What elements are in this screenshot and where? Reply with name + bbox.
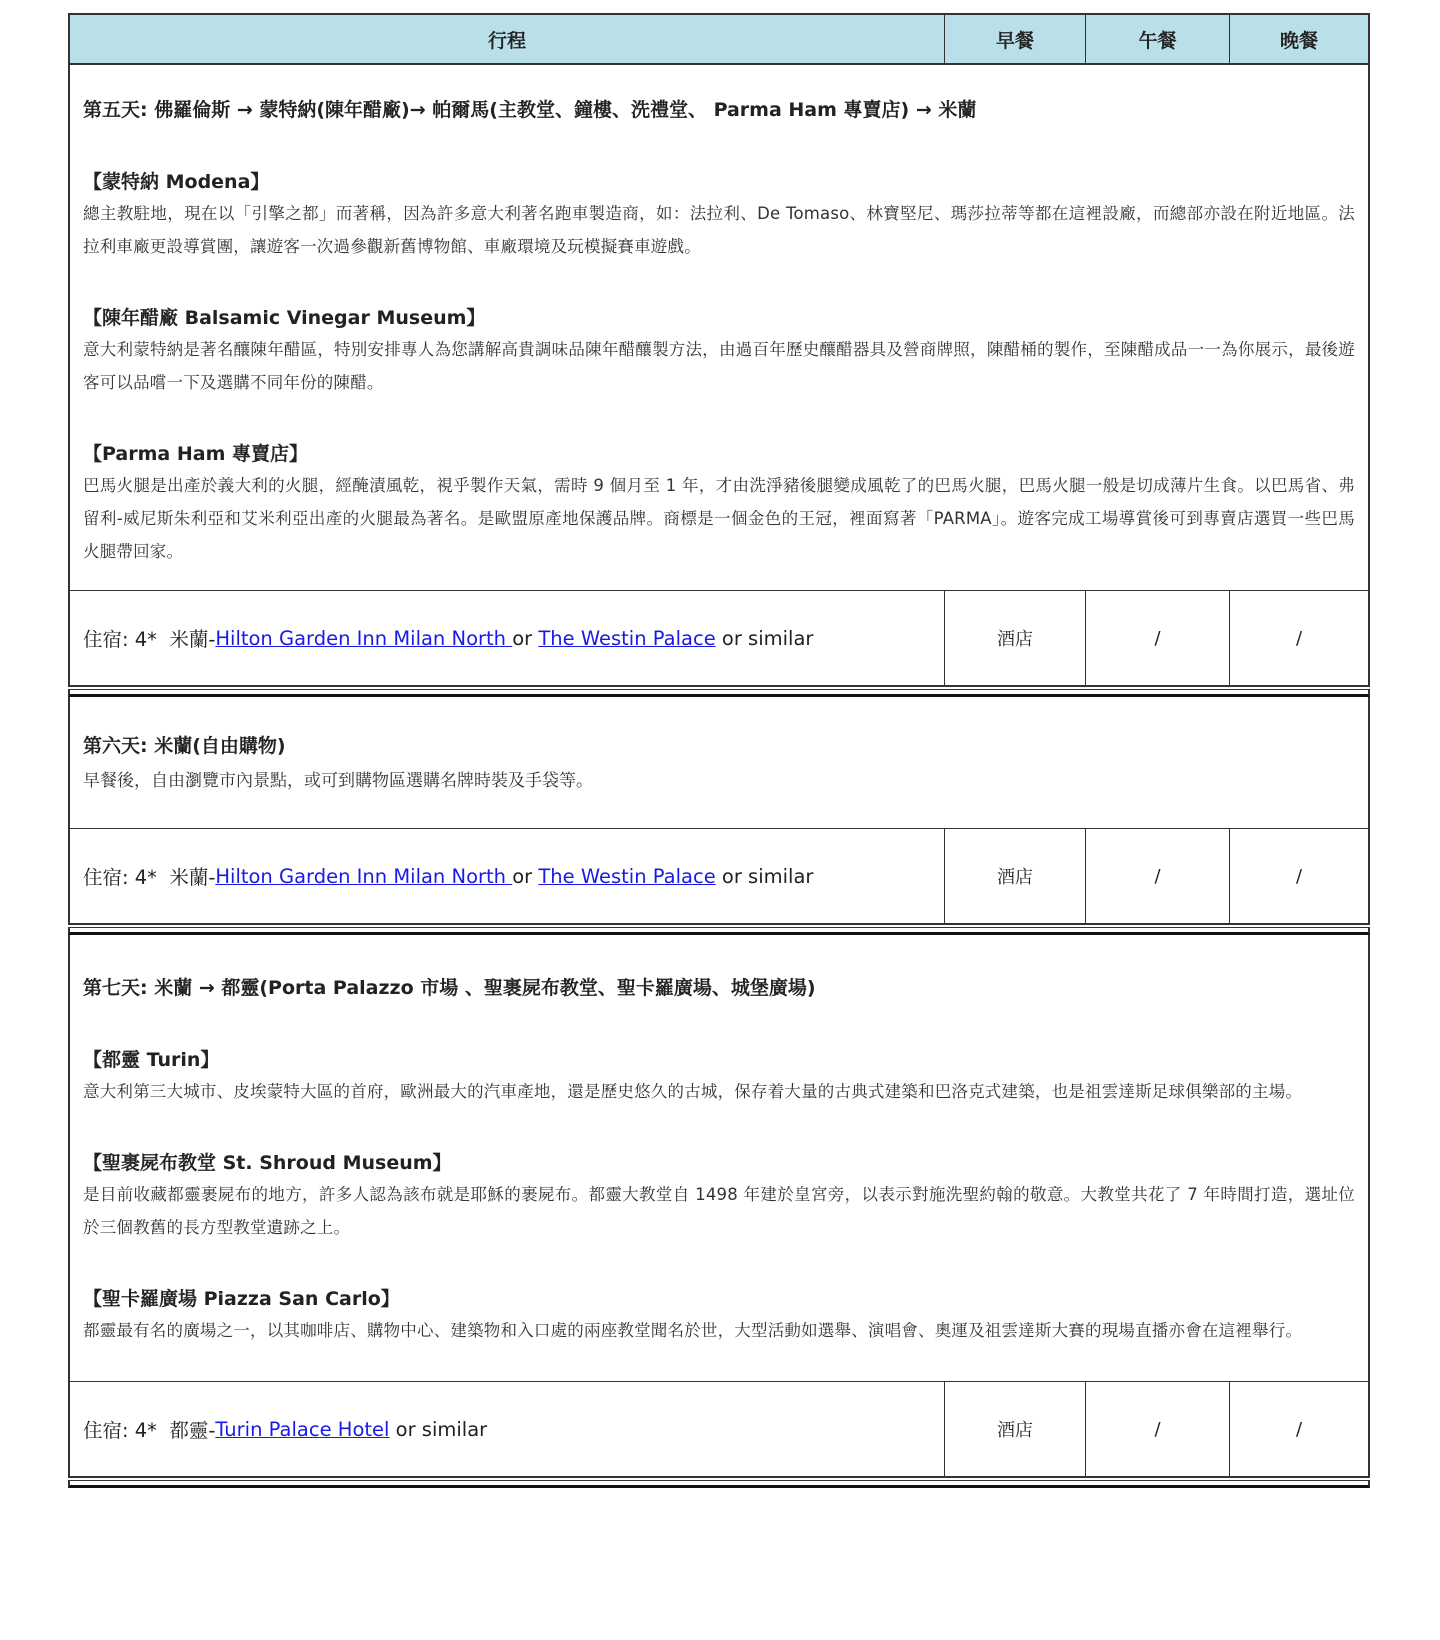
section-title: 【Parma Ham 專賣店】 [83, 443, 308, 465]
accommodation-cell [70, 1382, 945, 1476]
day-6-content [70, 697, 1368, 829]
day-7-title: 第七天: 米蘭 → 都靈(Porta Palazzo 市場 、聖裹屍布教堂、聖卡羅廣場、城堡廣場) [83, 977, 816, 999]
day-separator [68, 927, 1370, 935]
day-7-row [68, 935, 1370, 1382]
section-title: 【聖卡羅廣場 Piazza San Carlo】 [83, 1288, 400, 1310]
dinner-cell: / [1295, 865, 1303, 887]
accommodation-cell [70, 591, 945, 685]
section-body: 總主教駐地，現在以「引擎之都」而著稱，因為許多意大利著名跑車製造商，如：法拉利、De Tomaso、林寶堅尼、瑪莎拉蒂等都在這裡設廠，而總部亦設在附近地區。法拉利車廠更設導賞團，讓遊客一次過參觀新舊博物館、車廠環境及玩模擬賽車遊戲。 [83, 204, 1355, 256]
section-title: 【陳年醋廠 Balsamic Vinegar Museum】 [83, 307, 486, 329]
accommodation-prefix: 住宿: 4* 米蘭- [83, 866, 216, 889]
lunch-cell: / [1086, 591, 1230, 685]
day-5-row [68, 65, 1370, 591]
day-5-content [70, 65, 1368, 591]
breakfast-cell: 酒店 [945, 1382, 1086, 1476]
section-body: 巴馬火腿是出產於義大利的火腿，經醃漬風乾，視乎製作天氣，需時 9 個月至 1 年，才由洗淨豬後腿變成風乾了的巴馬火腿，巴馬火腿一般是切成薄片生食。以巴馬省、弗留利-威尼斯朱利亞和艾米利亞出產的火腿最為著名。是歐盟原產地保護品牌。商標是一個金色的王冠，裡面寫著「PARMA」。遊客完成工場導賞後可到專賣店選買一些巴馬火腿帶回家。 [83, 476, 1355, 561]
hotel-link-westin[interactable]: The Westin Palace [538, 864, 716, 888]
dinner-cell: / [1295, 627, 1303, 649]
section-body: 意大利蒙特納是著名釀陳年醋區，特別安排專人為您講解高貴調味品陳年醋釀製方法，由過百年歷史釀醋器具及營商牌照，陳醋桶的製作，至陳醋成品一一為你展示，最後遊客可以品嚐一下及選購不同年份的陳醋。 [83, 340, 1355, 392]
breakfast-cell: 酒店 [945, 829, 1086, 923]
day-6-accommodation-row [68, 829, 1370, 925]
accommodation-prefix: 住宿: 4* 都靈- [83, 1419, 216, 1442]
day-7-content [70, 935, 1368, 1382]
header-breakfast: 早餐 [945, 15, 1086, 63]
section-title: 【蒙特納 Modena】 [83, 171, 270, 193]
day-7-accommodation-row [68, 1382, 1370, 1478]
day-5-accommodation-row [68, 591, 1370, 687]
day-separator [68, 689, 1370, 697]
accommodation-joiner: or [512, 864, 539, 888]
day-5-title: 第五天: 佛羅倫斯 → 蒙特納(陳年醋廠)→ 帕爾馬(主教堂、鐘樓、洗禮堂、 Parma Ham 專賣店) → 米蘭 [83, 99, 977, 121]
lunch-cell: / [1086, 1382, 1230, 1476]
hotel-link-westin[interactable]: The Westin Palace [538, 626, 716, 650]
hotel-link-hilton[interactable]: Hilton Garden Inn Milan North [215, 864, 513, 888]
hotel-link-hilton[interactable]: Hilton Garden Inn Milan North [215, 626, 513, 650]
header-itinerary: 行程 [70, 15, 945, 63]
section-body: 是目前收藏都靈裹屍布的地方，許多人認為該布就是耶穌的裹屍布。都靈大教堂自 1498 年建於皇宮旁，以表示對施洗聖約翰的敬意。大教堂共花了 7 年時間打造，選址位於三個教舊的長方型教堂遺跡之上。 [83, 1185, 1355, 1237]
section-title: 【聖裹屍布教堂 St. Shroud Museum】 [83, 1152, 452, 1174]
accommodation-suffix: or similar [715, 864, 814, 888]
day-separator [68, 1480, 1370, 1488]
table-header [68, 13, 1370, 65]
accommodation-suffix: or similar [389, 1417, 488, 1441]
header-dinner: 晚餐 [1279, 29, 1318, 52]
day-6-row [68, 697, 1370, 829]
accommodation-joiner: or [512, 626, 539, 650]
section-title: 【都靈 Turin】 [83, 1049, 220, 1071]
section-body: 意大利第三大城市、皮埃蒙特大區的首府，歐洲最大的汽車產地，還是歷史悠久的古城，保存着大量的古典式建築和巴洛克式建築，也是祖雲達斯足球俱樂部的主場。 [83, 1082, 1303, 1101]
accommodation-cell [70, 829, 945, 923]
header-lunch: 午餐 [1086, 15, 1230, 63]
accommodation-suffix: or similar [715, 626, 814, 650]
breakfast-cell: 酒店 [945, 591, 1086, 685]
hotel-link-turin-palace[interactable]: Turin Palace Hotel [215, 1417, 390, 1441]
section-body: 都靈最有名的廣場之一，以其咖啡店、購物中心、建築物和入口處的兩座教堂聞名於世，大型活動如選舉、演唱會、奧運及祖雲達斯大賽的現場直播亦會在這裡舉行。 [83, 1321, 1303, 1340]
itinerary-table [68, 13, 1370, 1488]
day-6-title: 第六天: 米蘭(自由購物) [83, 735, 286, 757]
day-6-text: 早餐後，自由瀏覽市內景點，或可到購物區選購名牌時裝及手袋等。 [83, 771, 593, 791]
accommodation-prefix: 住宿: 4* 米蘭- [83, 628, 216, 651]
lunch-cell: / [1086, 829, 1230, 923]
dinner-cell: / [1295, 1418, 1303, 1440]
